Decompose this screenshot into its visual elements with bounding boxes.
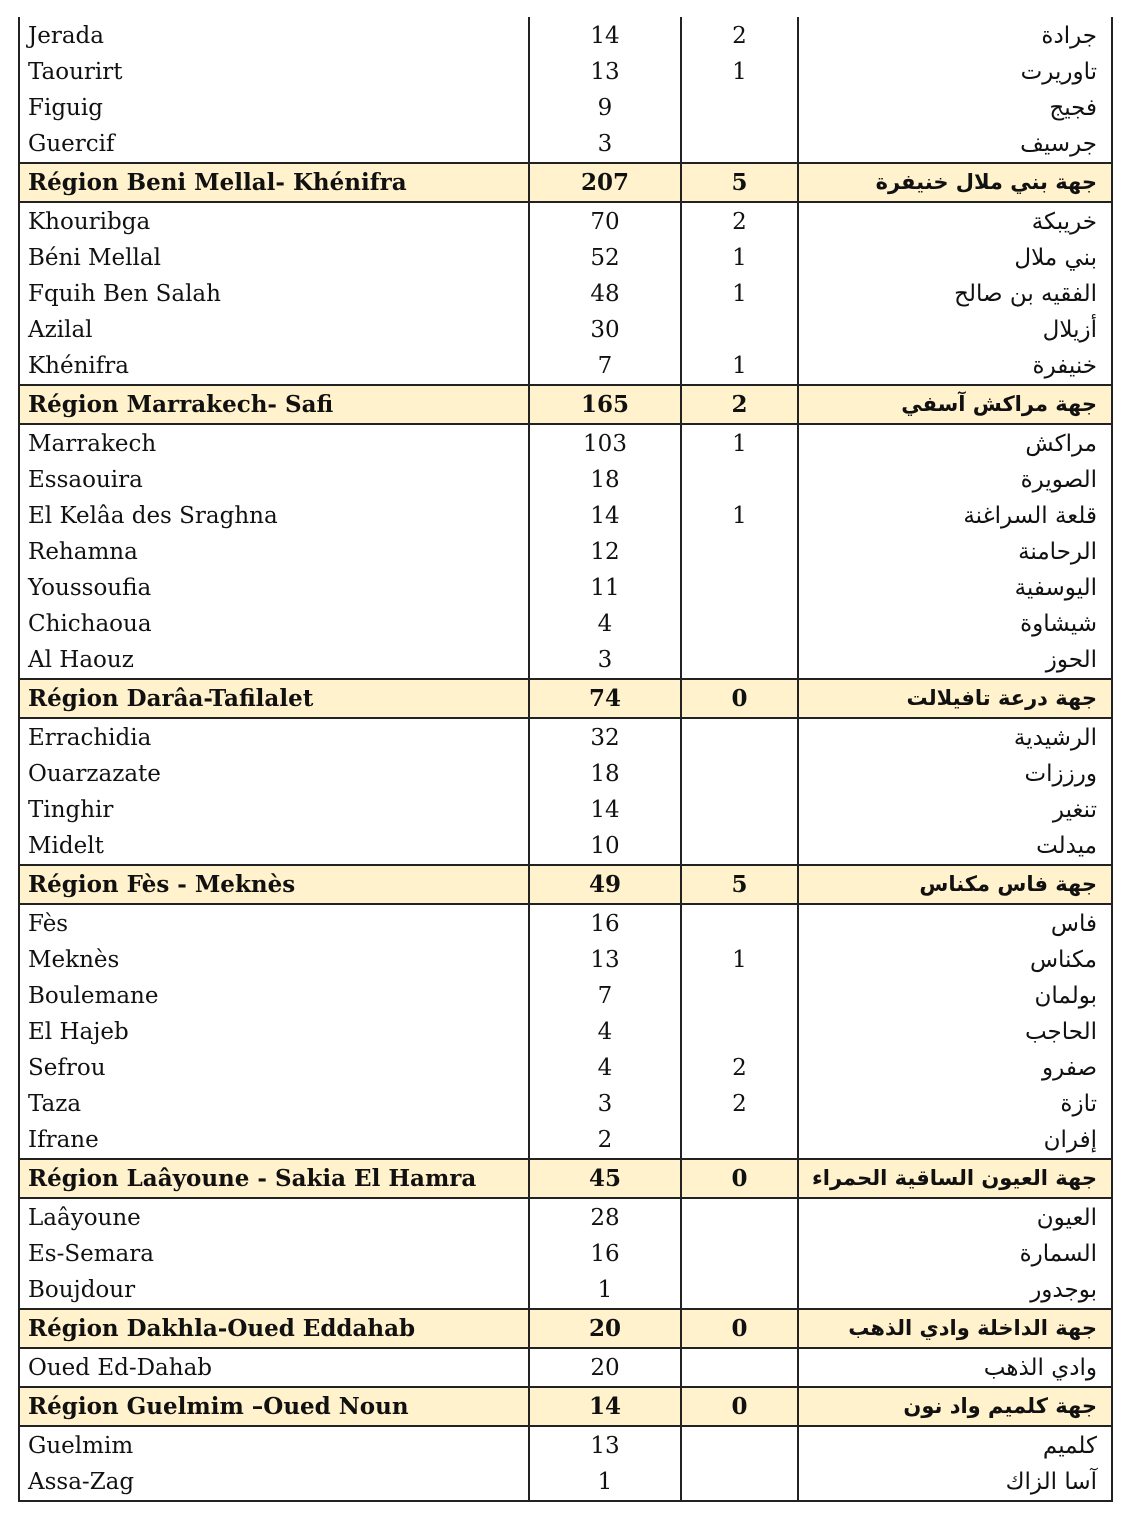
province-arabic-name: صفرو [798, 1050, 1112, 1086]
province-row [19, 1272, 1112, 1309]
province-row [19, 534, 1112, 570]
province-cases-count: 13 [529, 942, 681, 978]
province-deaths-count [681, 792, 798, 828]
province-deaths-count [681, 1198, 798, 1236]
province-row [19, 606, 1112, 642]
region-arabic-name: جهة فاس مكناس [798, 865, 1112, 904]
region-row [19, 1309, 1112, 1348]
province-deaths-count: 2 [681, 17, 798, 54]
province-deaths-count [681, 606, 798, 642]
province-deaths-count [681, 312, 798, 348]
region-row [19, 385, 1112, 424]
province-arabic-name: ورززات [798, 756, 1112, 792]
province-cases-count: 1 [529, 1272, 681, 1309]
province-row [19, 904, 1112, 942]
province-row [19, 90, 1112, 126]
province-arabic-name: فاس [798, 904, 1112, 942]
province-row [19, 424, 1112, 462]
province-deaths-count [681, 828, 798, 865]
province-row [19, 792, 1112, 828]
province-row [19, 498, 1112, 534]
province-french-name: Ifrane [19, 1122, 529, 1159]
region-french-name: Région Guelmim –Oued Noun [19, 1387, 529, 1426]
province-row [19, 1086, 1112, 1122]
region-french-name: Région Laâyoune - Sakia El Hamra [19, 1159, 529, 1198]
province-deaths-count [681, 978, 798, 1014]
province-french-name: Meknès [19, 942, 529, 978]
province-cases-count: 103 [529, 424, 681, 462]
province-row [19, 828, 1112, 865]
province-arabic-name: مراكش [798, 424, 1112, 462]
province-row [19, 126, 1112, 163]
province-french-name: Guelmim [19, 1426, 529, 1464]
region-french-name: Région Marrakech- Safi [19, 385, 529, 424]
province-french-name: Jerada [19, 17, 529, 54]
province-cases-count: 32 [529, 718, 681, 756]
province-deaths-count: 1 [681, 498, 798, 534]
province-deaths-count [681, 1236, 798, 1272]
province-deaths-count [681, 1272, 798, 1309]
province-deaths-count: 1 [681, 424, 798, 462]
province-row [19, 978, 1112, 1014]
province-cases-count: 4 [529, 1014, 681, 1050]
province-french-name: Midelt [19, 828, 529, 865]
province-arabic-name: اليوسفية [798, 570, 1112, 606]
province-row [19, 1348, 1112, 1387]
province-arabic-name: أزيلال [798, 312, 1112, 348]
province-arabic-name: الصويرة [798, 462, 1112, 498]
region-french-name: Région Fès - Meknès [19, 865, 529, 904]
region-arabic-name: جهة مراكش آسفي [798, 385, 1112, 424]
province-cases-count: 3 [529, 126, 681, 163]
province-french-name: Chichaoua [19, 606, 529, 642]
region-french-name: Région Beni Mellal- Khénifra [19, 163, 529, 202]
province-cases-count: 4 [529, 1050, 681, 1086]
province-french-name: Boujdour [19, 1272, 529, 1309]
regional-cases-table [18, 17, 1113, 1502]
province-french-name: Ouarzazate [19, 756, 529, 792]
province-row [19, 756, 1112, 792]
province-deaths-count [681, 126, 798, 163]
province-arabic-name: تازة [798, 1086, 1112, 1122]
province-row [19, 570, 1112, 606]
province-cases-count: 11 [529, 570, 681, 606]
province-row [19, 312, 1112, 348]
province-arabic-name: كلميم [798, 1426, 1112, 1464]
region-cases-count: 45 [529, 1159, 681, 1198]
province-row [19, 1014, 1112, 1050]
province-arabic-name: الحوز [798, 642, 1112, 679]
province-deaths-count: 2 [681, 202, 798, 240]
province-row [19, 54, 1112, 90]
province-arabic-name: بني ملال [798, 240, 1112, 276]
province-cases-count: 13 [529, 54, 681, 90]
region-row [19, 163, 1112, 202]
region-cases-count: 20 [529, 1309, 681, 1348]
province-arabic-name: بولمان [798, 978, 1112, 1014]
province-arabic-name: بوجدور [798, 1272, 1112, 1309]
province-cases-count: 16 [529, 904, 681, 942]
province-deaths-count [681, 534, 798, 570]
province-arabic-name: آسا الزاك [798, 1464, 1112, 1501]
province-arabic-name: الحاجب [798, 1014, 1112, 1050]
region-arabic-name: جهة الداخلة وادي الذهب [798, 1309, 1112, 1348]
province-arabic-name: إفران [798, 1122, 1112, 1159]
region-french-name: Région Darâa-Tafilalet [19, 679, 529, 718]
province-arabic-name: فجيج [798, 90, 1112, 126]
province-french-name: Tinghir [19, 792, 529, 828]
province-deaths-count: 1 [681, 240, 798, 276]
province-french-name: Al Haouz [19, 642, 529, 679]
province-french-name: Béni Mellal [19, 240, 529, 276]
province-french-name: Laâyoune [19, 1198, 529, 1236]
province-cases-count: 30 [529, 312, 681, 348]
region-row [19, 1387, 1112, 1426]
province-row [19, 17, 1112, 54]
region-cases-count: 14 [529, 1387, 681, 1426]
province-arabic-name: مكناس [798, 942, 1112, 978]
region-cases-count: 49 [529, 865, 681, 904]
province-deaths-count [681, 756, 798, 792]
province-arabic-name: العيون [798, 1198, 1112, 1236]
province-french-name: Guercif [19, 126, 529, 163]
province-french-name: Fès [19, 904, 529, 942]
province-row [19, 1426, 1112, 1464]
table-body [19, 17, 1112, 1501]
province-french-name: El Kelâa des Sraghna [19, 498, 529, 534]
province-arabic-name: الرشيدية [798, 718, 1112, 756]
province-row [19, 1198, 1112, 1236]
province-cases-count: 18 [529, 756, 681, 792]
province-cases-count: 28 [529, 1198, 681, 1236]
region-arabic-name: جهة كلميم واد نون [798, 1387, 1112, 1426]
province-french-name: Errachidia [19, 718, 529, 756]
province-deaths-count [681, 1426, 798, 1464]
region-cases-count: 74 [529, 679, 681, 718]
province-cases-count: 14 [529, 17, 681, 54]
province-deaths-count [681, 570, 798, 606]
province-arabic-name: تنغير [798, 792, 1112, 828]
province-deaths-count: 2 [681, 1086, 798, 1122]
province-row [19, 942, 1112, 978]
province-cases-count: 14 [529, 792, 681, 828]
province-cases-count: 3 [529, 1086, 681, 1122]
province-french-name: Khénifra [19, 348, 529, 385]
province-arabic-name: وادي الذهب [798, 1348, 1112, 1387]
province-deaths-count [681, 1348, 798, 1387]
province-cases-count: 3 [529, 642, 681, 679]
province-french-name: Taourirt [19, 54, 529, 90]
province-arabic-name: الرحامنة [798, 534, 1112, 570]
province-cases-count: 16 [529, 1236, 681, 1272]
region-deaths-count: 0 [681, 679, 798, 718]
province-deaths-count [681, 718, 798, 756]
province-row [19, 240, 1112, 276]
province-cases-count: 4 [529, 606, 681, 642]
province-cases-count: 1 [529, 1464, 681, 1501]
province-deaths-count: 1 [681, 942, 798, 978]
province-french-name: Azilal [19, 312, 529, 348]
province-arabic-name: ميدلت [798, 828, 1112, 865]
province-cases-count: 2 [529, 1122, 681, 1159]
province-french-name: Rehamna [19, 534, 529, 570]
province-arabic-name: جرادة [798, 17, 1112, 54]
province-cases-count: 14 [529, 498, 681, 534]
region-french-name: Région Dakhla-Oued Eddahab [19, 1309, 529, 1348]
province-arabic-name: تاوريرت [798, 54, 1112, 90]
province-french-name: Marrakech [19, 424, 529, 462]
province-row [19, 1050, 1112, 1086]
region-deaths-count: 5 [681, 163, 798, 202]
region-row [19, 679, 1112, 718]
province-french-name: Figuig [19, 90, 529, 126]
region-deaths-count: 5 [681, 865, 798, 904]
province-arabic-name: خنيفرة [798, 348, 1112, 385]
province-cases-count: 7 [529, 978, 681, 1014]
province-french-name: Oued Ed-Dahab [19, 1348, 529, 1387]
province-french-name: Fquih Ben Salah [19, 276, 529, 312]
province-row [19, 202, 1112, 240]
province-deaths-count: 1 [681, 54, 798, 90]
province-cases-count: 7 [529, 348, 681, 385]
province-row [19, 1464, 1112, 1501]
province-french-name: Khouribga [19, 202, 529, 240]
region-deaths-count: 0 [681, 1309, 798, 1348]
region-deaths-count: 0 [681, 1387, 798, 1426]
province-deaths-count: 2 [681, 1050, 798, 1086]
province-row [19, 462, 1112, 498]
province-deaths-count [681, 462, 798, 498]
province-row [19, 276, 1112, 312]
province-deaths-count [681, 1014, 798, 1050]
province-cases-count: 20 [529, 1348, 681, 1387]
province-french-name: Youssoufia [19, 570, 529, 606]
province-row [19, 348, 1112, 385]
province-deaths-count: 1 [681, 348, 798, 385]
province-row [19, 1122, 1112, 1159]
province-deaths-count: 1 [681, 276, 798, 312]
province-cases-count: 10 [529, 828, 681, 865]
province-arabic-name: الفقيه بن صالح [798, 276, 1112, 312]
region-arabic-name: جهة درعة تافيلالت [798, 679, 1112, 718]
province-cases-count: 12 [529, 534, 681, 570]
province-deaths-count [681, 1122, 798, 1159]
province-cases-count: 18 [529, 462, 681, 498]
region-deaths-count: 0 [681, 1159, 798, 1198]
province-french-name: Boulemane [19, 978, 529, 1014]
province-deaths-count [681, 1464, 798, 1501]
province-french-name: Essaouira [19, 462, 529, 498]
province-french-name: El Hajeb [19, 1014, 529, 1050]
province-arabic-name: السمارة [798, 1236, 1112, 1272]
region-deaths-count: 2 [681, 385, 798, 424]
province-deaths-count [681, 642, 798, 679]
province-deaths-count [681, 904, 798, 942]
province-french-name: Sefrou [19, 1050, 529, 1086]
province-row [19, 1236, 1112, 1272]
region-arabic-name: جهة بني ملال خنيفرة [798, 163, 1112, 202]
province-french-name: Assa-Zag [19, 1464, 529, 1501]
province-row [19, 642, 1112, 679]
region-cases-count: 207 [529, 163, 681, 202]
region-cases-count: 165 [529, 385, 681, 424]
province-cases-count: 9 [529, 90, 681, 126]
province-cases-count: 70 [529, 202, 681, 240]
province-cases-count: 48 [529, 276, 681, 312]
province-cases-count: 13 [529, 1426, 681, 1464]
province-french-name: Taza [19, 1086, 529, 1122]
region-arabic-name: جهة العيون الساقية الحمراء [798, 1159, 1112, 1198]
province-french-name: Es-Semara [19, 1236, 529, 1272]
region-row [19, 865, 1112, 904]
province-arabic-name: شيشاوة [798, 606, 1112, 642]
province-arabic-name: جرسيف [798, 126, 1112, 163]
province-deaths-count [681, 90, 798, 126]
province-arabic-name: قلعة السراغنة [798, 498, 1112, 534]
province-row [19, 718, 1112, 756]
region-row [19, 1159, 1112, 1198]
province-arabic-name: خريبكة [798, 202, 1112, 240]
province-cases-count: 52 [529, 240, 681, 276]
